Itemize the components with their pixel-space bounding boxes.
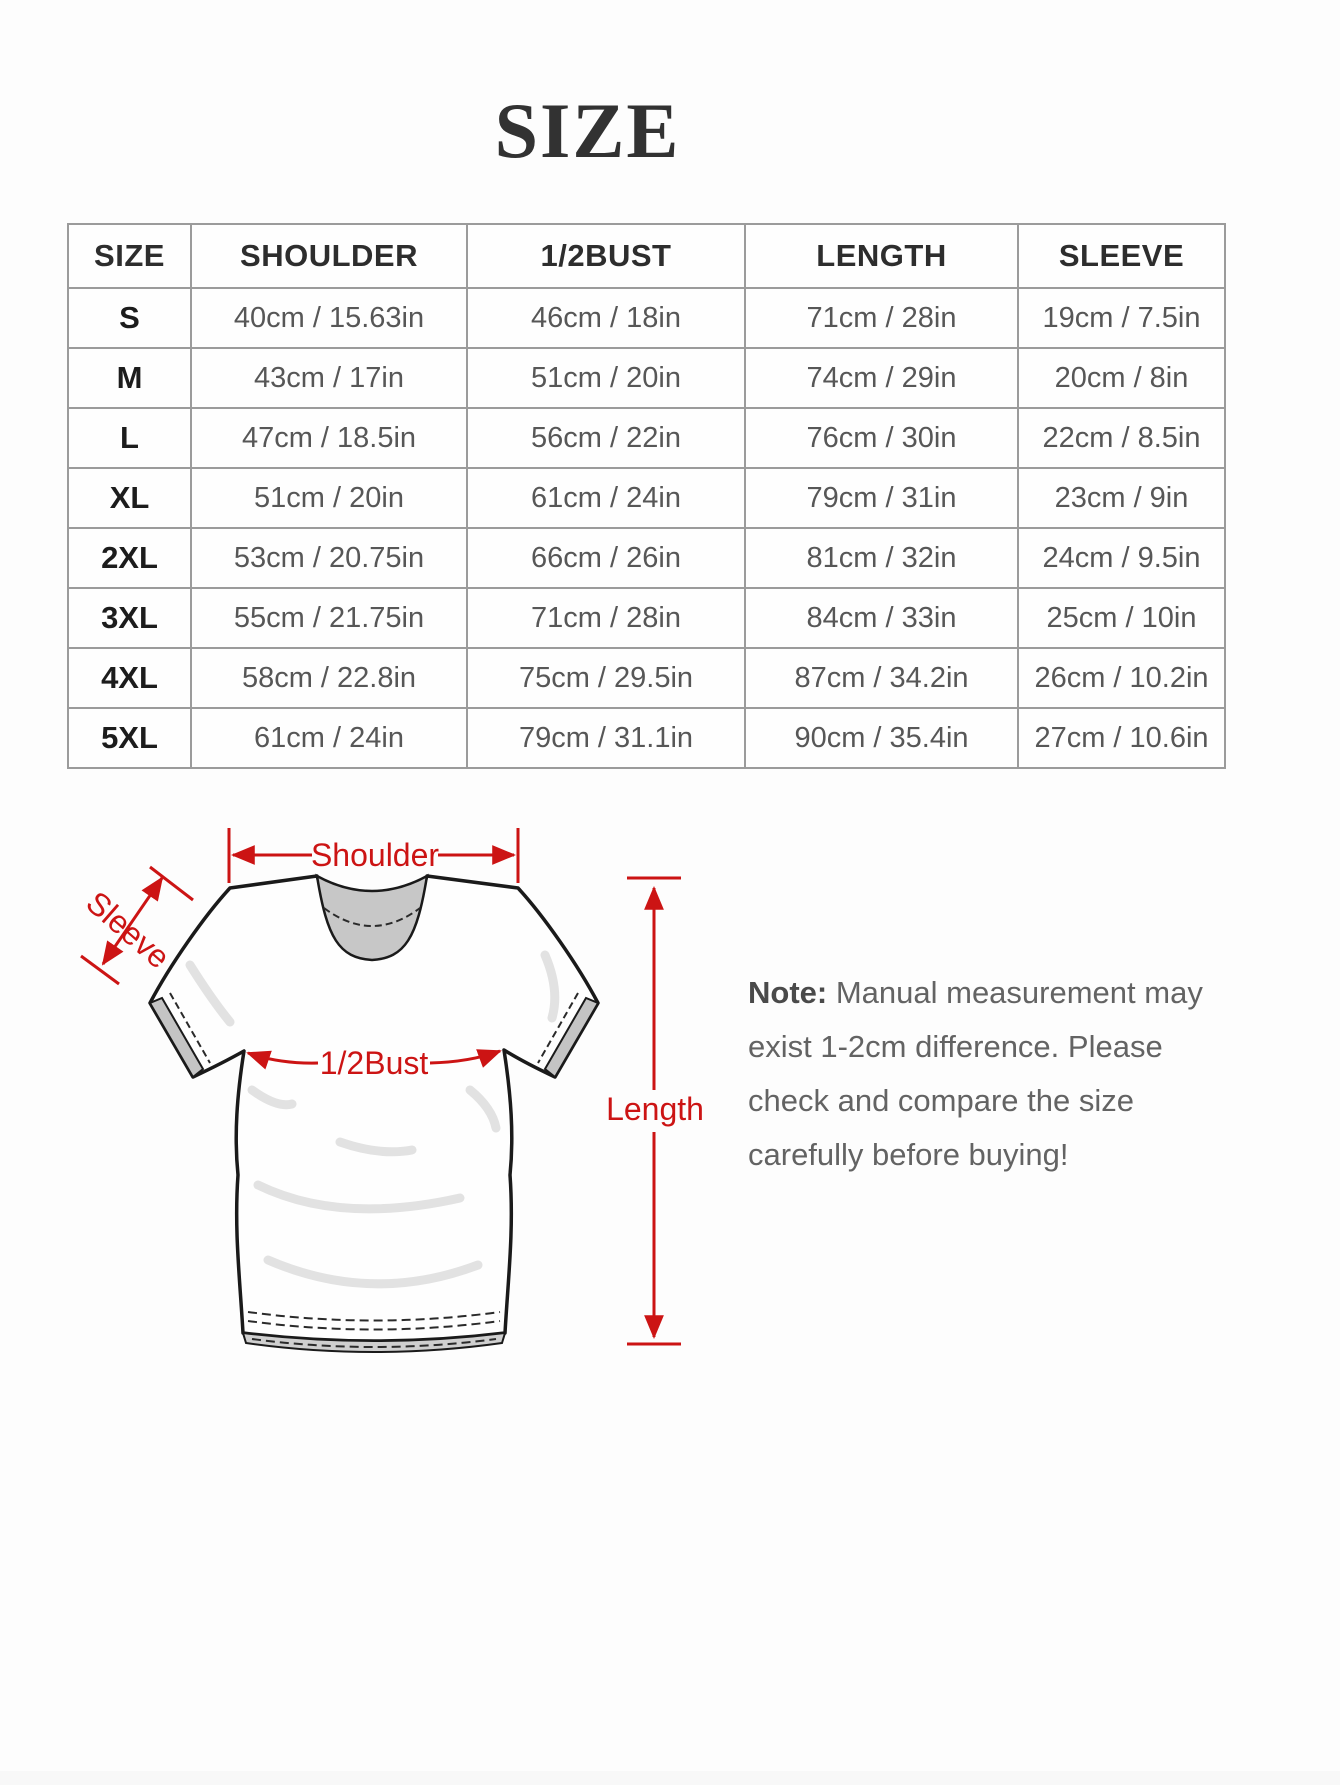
measurement-cell: 71cm / 28in — [467, 588, 745, 648]
measurement-cell: 76cm / 30in — [745, 408, 1018, 468]
measurement-cell: 75cm / 29.5in — [467, 648, 745, 708]
measurement-cell: 61cm / 24in — [191, 708, 467, 768]
note-label: Note: — [748, 975, 828, 1010]
note-text — [748, 966, 1206, 1182]
size-cell: S — [68, 288, 191, 348]
size-chart-table — [67, 223, 1226, 769]
sleeve-label: Sleeve — [79, 884, 177, 976]
shoulder-label: Shoulder — [310, 837, 440, 873]
measurement-cell: 55cm / 21.75in — [191, 588, 467, 648]
measurement-cell: 74cm / 29in — [745, 348, 1018, 408]
measurement-cell: 24cm / 9.5in — [1018, 528, 1225, 588]
measurement-cell: 66cm / 26in — [467, 528, 745, 588]
table-row — [68, 648, 1225, 708]
column-header: 1/2BUST — [467, 224, 745, 288]
measurement-cell: 79cm / 31.1in — [467, 708, 745, 768]
size-cell: L — [68, 408, 191, 468]
measurement-cell: 61cm / 24in — [467, 468, 745, 528]
column-header: LENGTH — [745, 224, 1018, 288]
table-row — [68, 468, 1225, 528]
table-row — [68, 588, 1225, 648]
measurement-cell: 26cm / 10.2in — [1018, 648, 1225, 708]
measurement-cell: 81cm / 32in — [745, 528, 1018, 588]
tshirt-measurement-diagram — [40, 760, 720, 1380]
measurement-cell: 84cm / 33in — [745, 588, 1018, 648]
measurement-cell: 27cm / 10.6in — [1018, 708, 1225, 768]
measurement-cell: 22cm / 8.5in — [1018, 408, 1225, 468]
column-header: SLEEVE — [1018, 224, 1225, 288]
measurement-cell: 71cm / 28in — [745, 288, 1018, 348]
measurement-cell: 51cm / 20in — [467, 348, 745, 408]
measurement-cell: 51cm / 20in — [191, 468, 467, 528]
measurement-cell: 23cm / 9in — [1018, 468, 1225, 528]
measurement-cell: 58cm / 22.8in — [191, 648, 467, 708]
table-row — [68, 708, 1225, 768]
page-title: SIZE — [494, 87, 681, 174]
table-row — [68, 408, 1225, 468]
size-cell: 3XL — [68, 588, 191, 648]
footer-strip — [0, 1771, 1340, 1785]
table-row — [68, 348, 1225, 408]
tshirt-graphic — [150, 876, 598, 1352]
length-label: Length — [606, 1091, 704, 1127]
measurement-cell: 40cm / 15.63in — [191, 288, 467, 348]
column-header: SHOULDER — [191, 224, 467, 288]
size-cell: 4XL — [68, 648, 191, 708]
table-header-row — [68, 224, 1225, 288]
measurement-cell: 90cm / 35.4in — [745, 708, 1018, 768]
measurement-cell: 43cm / 17in — [191, 348, 467, 408]
table-row — [68, 288, 1225, 348]
column-header: SIZE — [68, 224, 191, 288]
measurement-cell: 20cm / 8in — [1018, 348, 1225, 408]
size-cell: 5XL — [68, 708, 191, 768]
size-cell: XL — [68, 468, 191, 528]
measurement-cell: 53cm / 20.75in — [191, 528, 467, 588]
measurement-cell: 87cm / 34.2in — [745, 648, 1018, 708]
measurement-cell: 46cm / 18in — [467, 288, 745, 348]
note-body: Manual measurement may exist 1-2cm difference. Please check and compare the size carefully before buying! — [748, 975, 1203, 1172]
size-cell: M — [68, 348, 191, 408]
measurement-cell: 25cm / 10in — [1018, 588, 1225, 648]
measurement-cell: 79cm / 31in — [745, 468, 1018, 528]
measurement-cell: 19cm / 7.5in — [1018, 288, 1225, 348]
size-cell: 2XL — [68, 528, 191, 588]
table-row — [68, 528, 1225, 588]
bust-label: 1/2Bust — [319, 1045, 429, 1081]
measurement-cell: 47cm / 18.5in — [191, 408, 467, 468]
measurement-cell: 56cm / 22in — [467, 408, 745, 468]
